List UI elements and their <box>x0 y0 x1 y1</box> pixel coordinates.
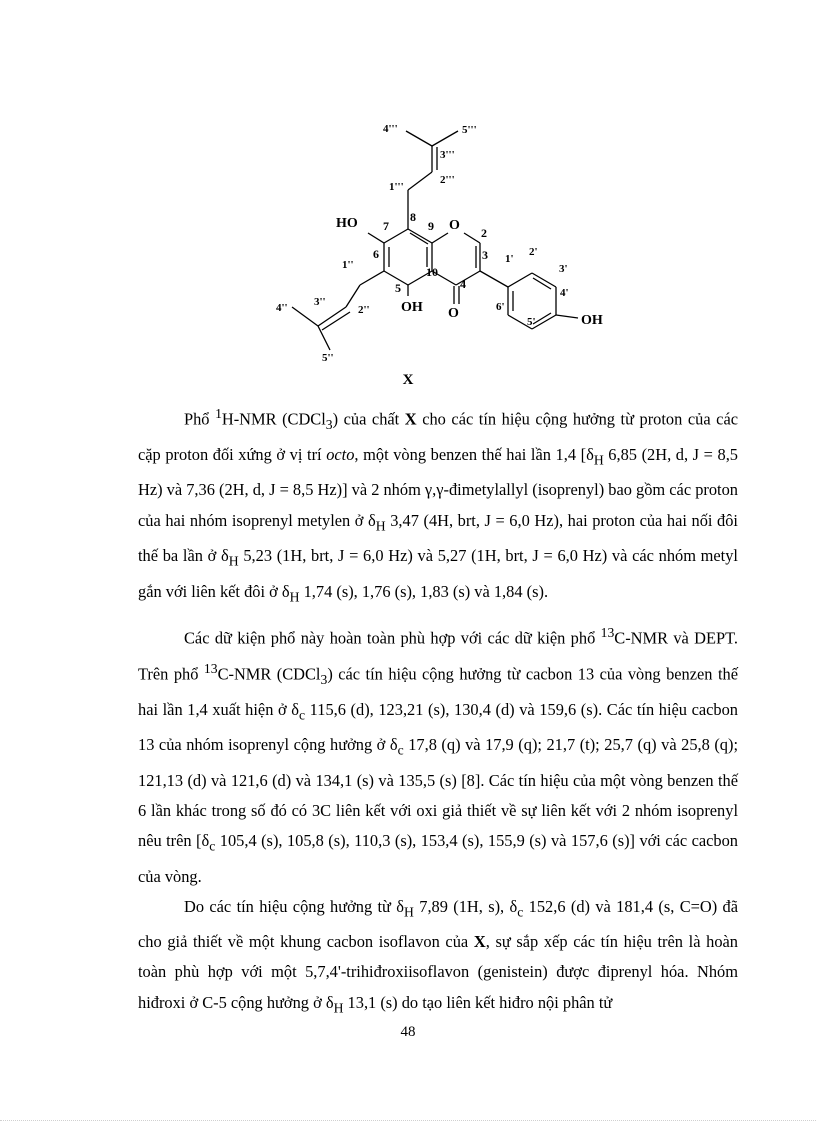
text-run: 13,1 (s) do tạo liên kết hiđro nội phân tử <box>343 992 613 1012</box>
label-oh-4p: OH <box>581 313 603 328</box>
text-run: H-NMR (CDCl <box>221 409 326 429</box>
text-run: Các dữ kiện phổ này hoàn toàn phù hợp với các dữ kiện phổ <box>184 628 601 648</box>
subscript: H <box>333 999 344 1015</box>
body-text <box>138 399 738 1023</box>
label-5pp: 5'' <box>322 352 334 364</box>
subscript: c <box>397 742 404 758</box>
subscript: H <box>289 588 300 604</box>
label-2p: 2' <box>529 246 538 258</box>
text-run: cho các tín hiệu cộng hưởng từ proton của các cặp proton đối xứng ở vị trí <box>138 409 738 464</box>
text-run: 152,6 (d) và 181,4 (s, C=O) đã cho giả thiết về một khung cacbon isoflavon của <box>138 896 738 952</box>
text-run: 1,74 (s), 1,76 (s), 1,83 (s) và 1,84 (s). <box>299 581 549 601</box>
text-run: 115,6 (d), 123,21 (s), 130,4 (d) và 159,6 (s). Các tín hiệu cacbon 13 của nhóm isoprenyl cộng hưởng ở δ <box>138 699 739 755</box>
label-10: 10 <box>426 265 438 279</box>
paragraph-2 <box>138 618 738 892</box>
label-6: 6 <box>373 247 379 261</box>
label-4pp: 4'' <box>276 302 288 314</box>
superscript: 13 <box>600 625 615 641</box>
label-3pp: 3'' <box>314 296 326 308</box>
label-2ppp: 2''' <box>440 174 455 186</box>
label-9: 9 <box>428 219 434 233</box>
compound-x: X <box>404 409 417 429</box>
text-run: , sự sắp xếp các tín hiệu trên là hoàn toàn phù hợp với một 5,7,4'-trihiđroxiisoflavon (genistein) được điprenyl hóa. Nhóm hiđroxi ở C-5 cộng hưởng ở δ <box>138 932 738 1012</box>
label-1ppp: 1''' <box>389 181 404 193</box>
text-run: 105,4 (s), 105,8 (s), 110,3 (s), 153,4 (s), 155,9 (s) và 157,6 (s)] với các cacbon của vòng. <box>138 831 739 886</box>
page-bottom-rule <box>0 1120 816 1121</box>
subscript: c <box>209 838 216 854</box>
text-run: ) của chất <box>332 409 405 429</box>
label-4: 4 <box>460 277 466 291</box>
label-2pp: 2'' <box>358 304 370 316</box>
text-run: 7,89 (1H, s), δ <box>413 896 518 916</box>
text-run: 17,8 (q) và 17,9 (q); 21,7 (t); 25,7 (q) và 25,8 (q); 121,13 (d) và 121,6 (d) và 134,1 (s) và 135,5 (s) [8]. Các tín hiệu của một vòng benzen thế 6 lần khác trong số đó có 3C liên kết với oxi giả thiết về sự liên kết với 2 nhóm isoprenyl nêu trên [δ <box>138 735 739 851</box>
text-run: 5,23 (1H, brt, J = 6,0 Hz) và 5,27 (1H, brt, J = 6,0 Hz) và các nhóm metyl gắn với liên kết đôi ở δ <box>138 546 738 601</box>
label-oh-5: OH <box>401 300 423 315</box>
label-2: 2 <box>481 226 487 240</box>
label-4p: 4' <box>560 287 569 299</box>
figure-caption: X <box>402 372 414 388</box>
label-o1: O <box>449 218 460 233</box>
label-5ppp: 5''' <box>462 124 477 136</box>
subscript: c <box>299 707 306 722</box>
superscript: 13 <box>203 660 218 676</box>
label-5p: 5' <box>527 316 536 328</box>
label-ho: HO <box>336 216 358 231</box>
label-o4: O <box>448 306 459 321</box>
superscript: 1 <box>215 406 222 421</box>
subscript: H <box>228 553 239 569</box>
subscript: 3 <box>325 416 333 432</box>
label-7: 7 <box>383 219 389 233</box>
label-3ppp: 3''' <box>440 149 455 161</box>
label-3p: 3' <box>559 263 568 275</box>
text-run: C-NMR (CDCl <box>217 664 321 684</box>
text-run: Phổ <box>184 409 216 429</box>
subscript: 3 <box>320 671 328 687</box>
text-run: Do các tín hiệu cộng hưởng từ δ <box>184 896 405 916</box>
text-run: , một vòng benzen thế hai lần 1,4 [δ <box>354 444 594 464</box>
paragraph-3 <box>138 892 738 1023</box>
subscript: H <box>404 904 414 920</box>
italic-term: octo <box>326 444 355 464</box>
label-1pp: 1'' <box>342 259 354 271</box>
label-5: 5 <box>395 281 401 295</box>
subscript: H <box>375 517 386 533</box>
label-8: 8 <box>410 210 416 224</box>
page-number: 48 <box>400 1024 416 1040</box>
text-run: ) các tín hiệu cộng hưởng từ cacbon 13 của vòng benzen thế hai lần 1,4 xuất hiện ở δ <box>138 664 738 719</box>
label-4ppp: 4''' <box>383 123 398 135</box>
text-run: 3,47 (4H, brt, J = 6,0 Hz), hai proton của hai nối đôi thế ba lần ở δ <box>138 510 738 566</box>
text-run: C-NMR và DEPT. Trên phổ <box>138 628 739 684</box>
label-6p: 6' <box>496 301 505 313</box>
label-1p: 1' <box>505 253 514 265</box>
subscript: H <box>593 452 604 468</box>
paragraph-1 <box>138 399 738 612</box>
compound-x: X <box>473 932 486 952</box>
text-run: 6,85 (2H, d, J = 8,5 Hz) và 7,36 (2H, d, J = 8,5 Hz)] và 2 nhóm γ,γ-đimetylallyl (isoprenyl) bao gồm các proton của hai nhóm isoprenyl metylen ở δ <box>138 444 739 530</box>
subscript: c <box>517 904 524 920</box>
chemical-structure-x <box>0 0 816 380</box>
label-3: 3 <box>482 248 488 262</box>
